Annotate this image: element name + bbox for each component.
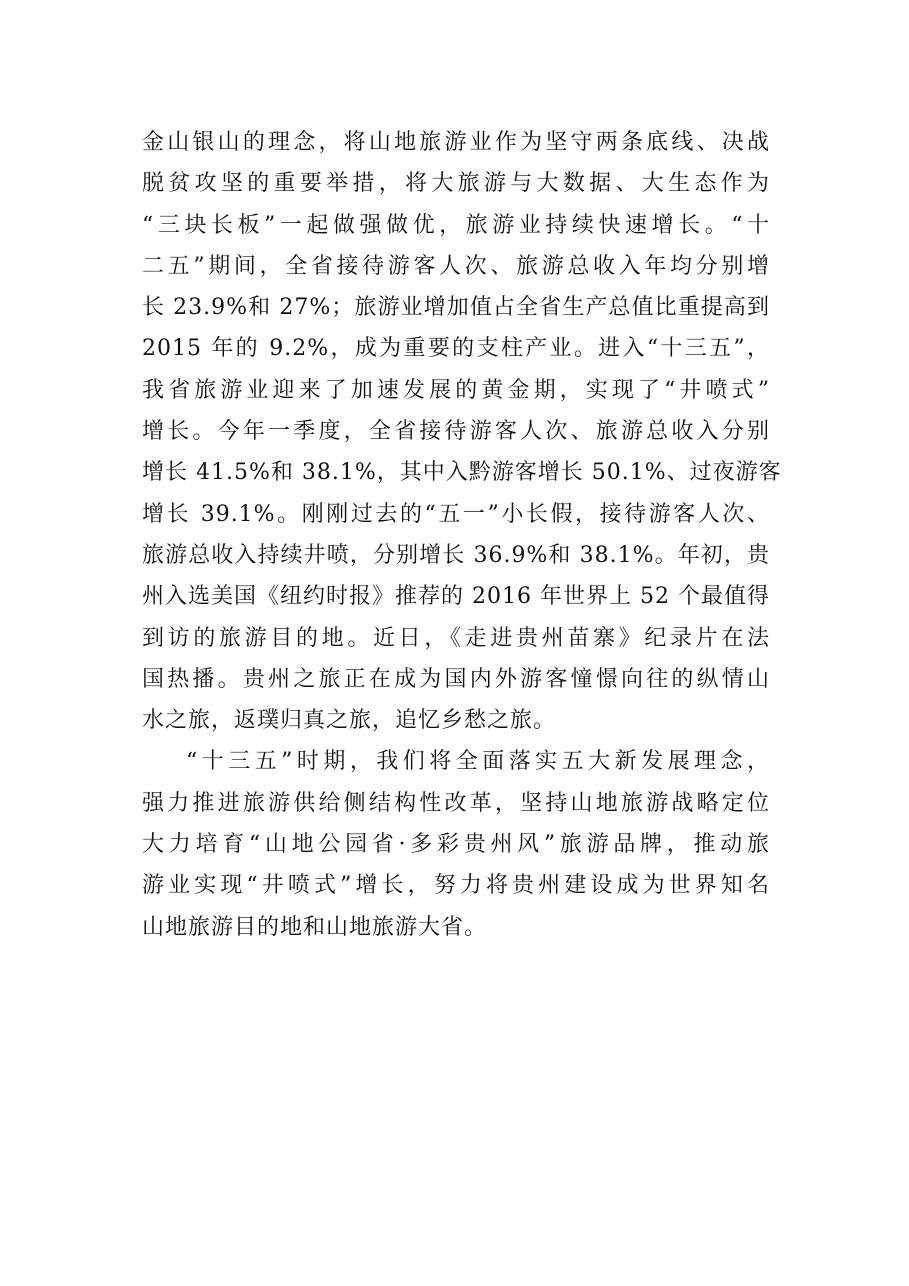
text-line: 山地旅游目的地和山地旅游大省。: [142, 914, 488, 940]
text-line: 州入选美国《纽约时报》推荐的 2016 年世界上 52 个最值得: [142, 584, 770, 610]
text-line: 脱贫攻坚的重要举措，将大旅游与大数据、大生态作为: [142, 171, 770, 197]
text-line: 2015 年的 9.2%，成为重要的支柱产业。进入“十三五”，: [142, 336, 770, 362]
text-line: 游业实现“井喷式”增长，努力将贵州建设成为世界知名: [142, 873, 770, 899]
text-line: “十三五”时期，我们将全面落实五大新发展理念，: [186, 749, 770, 775]
text-line: 二五”期间，全省接待游客人次、旅游总收入年均分别增: [142, 253, 770, 279]
text-line: 国热播。贵州之旅正在成为国内外游客憧憬向往的纵情山: [142, 666, 770, 692]
text-line: 长 23.9%和 27%；旅游业增加值占全省生产总值比重提高到: [142, 295, 770, 321]
text-line: 到访的旅游目的地。近日，《走进贵州苗寨》纪录片在法: [142, 625, 770, 651]
text-line: 水之旅，返璞归真之旅，追忆乡愁之旅。: [142, 708, 557, 734]
text-line: 我省旅游业迎来了加速发展的黄金期，实现了“井喷式”: [142, 377, 770, 403]
text-line: 金山银山的理念，将山地旅游业作为坚守两条底线、决战: [142, 130, 770, 155]
document-body: [142, 122, 782, 948]
paragraph-2: [142, 741, 770, 947]
paragraph-1: [142, 122, 782, 741]
text-line: “三块长板”一起做强做优，旅游业持续快速增长。“十: [142, 212, 770, 238]
text-line: 增长。今年一季度，全省接待游客人次、旅游总收入分别: [142, 419, 770, 445]
text-line: 增长 39.1%。刚刚过去的“五一”小长假，接待游客人次、: [142, 501, 770, 527]
text-line: 强力推进旅游供给侧结构性改革，坚持山地旅游战略定位: [142, 790, 770, 816]
text-line: 增长 41.5%和 38.1%，其中入黔游客增长 50.1%、过夜游客: [142, 460, 782, 486]
text-line: 旅游总收入持续井喷，分别增长 36.9%和 38.1%。年初，贵: [142, 542, 770, 568]
text-line: 大力培育“山地公园省·多彩贵州风”旅游品牌，推动旅: [142, 832, 770, 858]
